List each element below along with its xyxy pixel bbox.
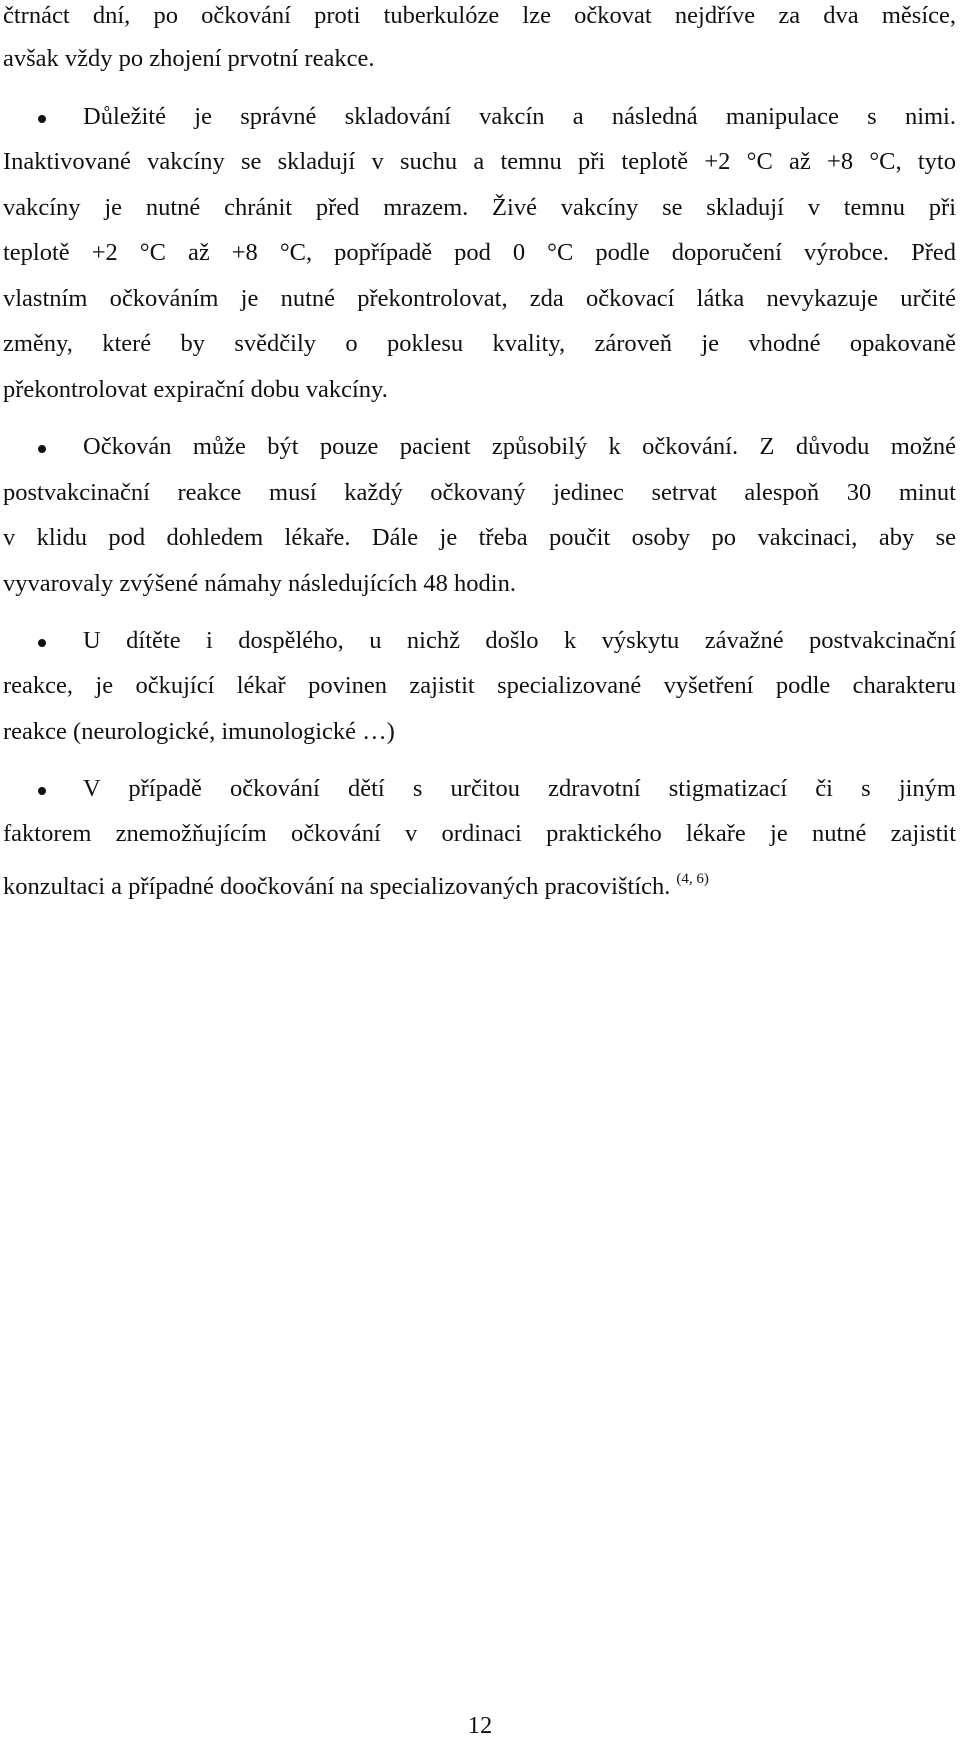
page-number: 12 [467,1712,493,1739]
text-line: vyvarovaly zvýšené námahy následujících 48 hodin. [3,570,516,597]
bullet-icon [38,787,46,795]
text-line: reakce, je očkující lékař povinen zajistit specializované vyšetření podle charakteru [3,672,956,699]
citation-superscript: (4, 6) [676,871,709,887]
text-line: Inaktivované vakcíny se skladují v suchu a temnu při teplotě +2 °C až +8 °C, tyto [3,148,956,175]
text-line: faktorem znemožňujícím očkování v ordinaci praktického lékaře je nutné zajistit [3,820,956,847]
text-line: změny, které by svědčily o poklesu kvality, zároveň je vhodné opakovaně [3,330,956,357]
text-line: překontrolovat expirační dobu vakcíny. [3,376,388,403]
bullet-icon [38,445,46,453]
text-line: avšak vždy po zhojení prvotní reakce. [3,45,375,72]
text-line: postvakcinační reakce musí každý očkovaný jedinec setrvat alespoň 30 minut [3,479,956,506]
text-line: čtrnáct dní, po očkování proti tuberkulóze lze očkovat nejdříve za dva měsíce, [3,2,956,29]
text-line-content: konzultaci a případné doočkování na specializovaných pracovištích. [3,873,671,900]
text-line: U dítěte i dospělého, u nichž došlo k výskytu závažné postvakcinační [83,627,956,654]
text-line [3,863,956,903]
text-line: reakce (neurologické, imunologické …) [3,718,395,745]
text-line: V případě očkování dětí s určitou zdravotní stigmatizací či s jiným [83,775,956,802]
text-line: v klidu pod dohledem lékaře. Dále je třeba poučit osoby po vakcinaci, aby se [3,524,956,551]
bullet-icon [38,639,46,647]
text-line: vlastním očkováním je nutné překontrolovat, zda očkovací látka nevykazuje určité [3,285,956,312]
text-line: vakcíny je nutné chránit před mrazem. Živé vakcíny se skladují v temnu při [3,194,956,221]
text-line: teplotě +2 °C až +8 °C, popřípadě pod 0 °C podle doporučení výrobce. Před [3,239,956,266]
text-line: Důležité je správné skladování vakcín a následná manipulace s nimi. [83,103,956,130]
bullet-icon [38,115,46,123]
text-line: Očkován může být pouze pacient způsobilý k očkování. Z důvodu možné [83,433,956,460]
